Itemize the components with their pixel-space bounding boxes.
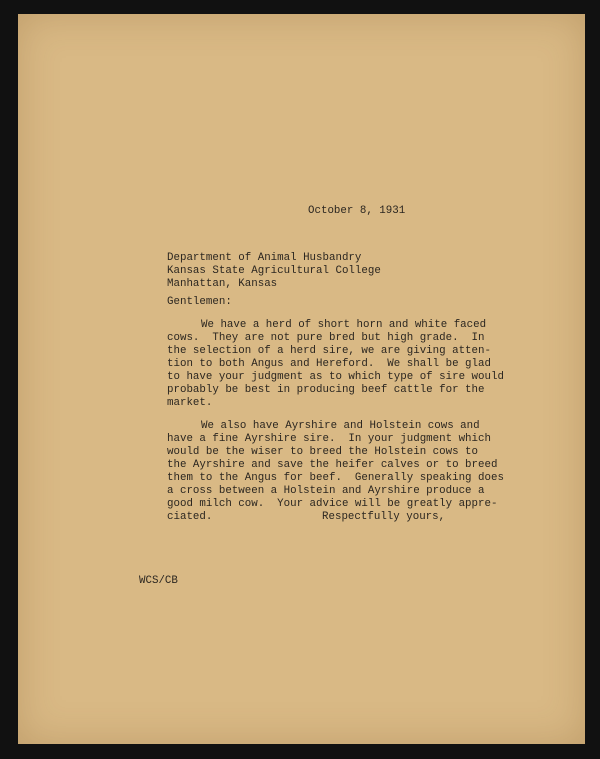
salutation: Gentlemen: — [167, 296, 232, 308]
paragraph-line: market. — [167, 397, 213, 409]
paragraph-line: have a fine Ayrshire sire. In your judgment which — [167, 433, 491, 445]
letter-paper — [18, 14, 585, 744]
closing: Respectfully yours, — [322, 511, 446, 523]
paragraph-line: would be the wiser to breed the Holstein cows to — [167, 446, 479, 458]
paragraph-line: We also have Ayrshire and Holstein cows and — [201, 420, 480, 432]
paragraph-line: ciated. — [167, 511, 213, 523]
paragraph-line: a cross between a Holstein and Ayrshire produce a — [167, 485, 485, 497]
typist-initials: WCS/CB — [139, 575, 178, 587]
paragraph-line: cows. They are not pure bred but high grade. In — [167, 332, 485, 344]
paragraph-line: We have a herd of short horn and white faced — [201, 319, 487, 331]
address-line: Manhattan, Kansas — [167, 278, 278, 290]
address-line: Kansas State Agricultural College — [167, 265, 381, 277]
letter-date: October 8, 1931 — [308, 205, 406, 217]
paragraph-line: the Ayrshire and save the heifer calves or to breed — [167, 459, 498, 471]
paragraph-line: the selection of a herd sire, we are giving atten- — [167, 345, 491, 357]
paragraph-line: to have your judgment as to which type of sire would — [167, 371, 504, 383]
paragraph-line: tion to both Angus and Hereford. We shall be glad — [167, 358, 491, 370]
paragraph-line: probably be best in producing beef cattle for the — [167, 384, 485, 396]
paragraph-line: good milch cow. Your advice will be greatly appre- — [167, 498, 498, 510]
paragraph-line: them to the Angus for beef. Generally speaking does — [167, 472, 504, 484]
address-line: Department of Animal Husbandry — [167, 252, 362, 264]
